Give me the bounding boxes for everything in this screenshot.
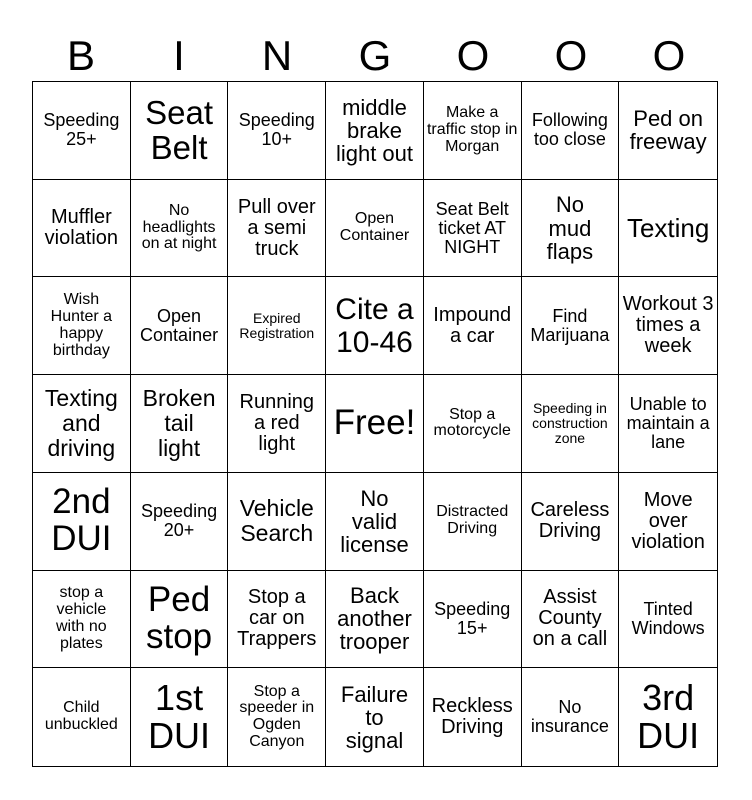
cell-text: Pull over a semi truck <box>237 195 316 260</box>
bingo-cell[interactable] <box>522 277 620 375</box>
bingo-cell[interactable] <box>228 82 326 180</box>
cell-text: Stop a car on Trappers <box>237 586 317 651</box>
bingo-cell[interactable] <box>228 180 326 278</box>
bingo-cell[interactable] <box>326 180 424 278</box>
bingo-cell[interactable] <box>131 473 229 571</box>
bingo-cell[interactable] <box>33 571 131 669</box>
bingo-cell[interactable] <box>424 473 522 571</box>
cell-text: Stop a motorcycle <box>433 405 511 440</box>
cell-text: Cite a 10-46 <box>335 292 414 359</box>
bingo-cell[interactable] <box>522 180 620 278</box>
bingo-cell[interactable] <box>228 277 326 375</box>
cell-text: Back another trooper <box>337 583 412 655</box>
cell-text: stop a vehicle with no plates <box>56 584 107 652</box>
bingo-cell[interactable] <box>522 571 620 669</box>
cell-text: Make a traffic stop in Morgan <box>426 104 518 155</box>
cell-text: Speeding 25+ <box>43 110 120 150</box>
cell-text: Running a red light <box>239 390 315 455</box>
cell-text: Expired Registration <box>239 309 315 341</box>
bingo-cell[interactable] <box>619 571 717 669</box>
bingo-cell[interactable] <box>619 277 717 375</box>
bingo-cell[interactable] <box>619 375 717 473</box>
bingo-cell[interactable] <box>228 473 326 571</box>
bingo-cell[interactable] <box>619 473 717 571</box>
bingo-cell[interactable] <box>326 473 424 571</box>
cell-text: No headlights on at night <box>141 201 217 253</box>
bingo-cell[interactable] <box>131 375 229 473</box>
bingo-cell[interactable] <box>326 668 424 766</box>
bingo-cell[interactable] <box>522 473 620 571</box>
bingo-cell[interactable] <box>619 180 717 278</box>
cell-text: Open Container <box>140 305 219 345</box>
cell-text: Stop a speeder in Ogden Canyon <box>239 682 315 750</box>
bingo-cell[interactable] <box>33 668 131 766</box>
bingo-cell[interactable] <box>424 180 522 278</box>
cell-text: Assist County on a call <box>532 586 608 651</box>
cell-text: Speeding 10+ <box>238 110 315 150</box>
cell-text: 2nd DUI <box>51 482 112 559</box>
header-letter-g: G <box>358 32 392 79</box>
cell-text: Texting and driving <box>44 385 118 461</box>
bingo-cell[interactable] <box>131 82 229 180</box>
bingo-cell[interactable] <box>33 82 131 180</box>
cell-text: 1st DUI <box>148 677 211 757</box>
cell-text: middle brake light out <box>335 94 414 166</box>
bingo-cell[interactable] <box>33 277 131 375</box>
bingo-cell[interactable] <box>522 375 620 473</box>
bingo-cell[interactable] <box>619 82 717 180</box>
cell-text: Open Container <box>339 210 410 245</box>
cell-text: No mud flaps <box>546 192 594 264</box>
cell-text: Free! <box>333 403 416 443</box>
bingo-cell[interactable] <box>326 82 424 180</box>
cell-text: Seat Belt <box>145 93 213 167</box>
header-letter-n: N <box>261 32 293 79</box>
cell-text: Find Marijuana <box>530 305 610 345</box>
bingo-cell[interactable] <box>619 668 717 766</box>
cell-text: Wish Hunter a happy birthday <box>50 291 113 359</box>
bingo-cell[interactable] <box>326 571 424 669</box>
bingo-cell[interactable] <box>228 571 326 669</box>
header-letter-o: O <box>652 32 686 79</box>
cell-text: Ped on freeway <box>629 106 707 155</box>
cell-text: Workout 3 times a week <box>622 293 714 358</box>
bingo-cell[interactable] <box>131 277 229 375</box>
bingo-cell[interactable] <box>424 277 522 375</box>
bingo-cell[interactable] <box>326 277 424 375</box>
bingo-cell[interactable] <box>522 82 620 180</box>
bingo-cell[interactable] <box>131 180 229 278</box>
cell-text: Reckless Driving <box>431 695 513 739</box>
cell-text: Failure to signal <box>340 681 409 753</box>
cell-text: Speeding in construction zone <box>532 399 608 447</box>
cell-text: Speeding 15+ <box>434 599 511 638</box>
bingo-cell[interactable] <box>326 375 424 473</box>
cell-text: Broken tail light <box>142 385 216 461</box>
header-letter-o: O <box>456 32 490 79</box>
header-letter-o: O <box>554 32 588 79</box>
bingo-cell[interactable] <box>131 668 229 766</box>
cell-text: 3rd DUI <box>637 677 700 757</box>
bingo-cell[interactable] <box>228 375 326 473</box>
cell-text: No valid license <box>340 485 409 557</box>
cell-text: Vehicle Search <box>239 495 314 547</box>
bingo-cell[interactable] <box>228 668 326 766</box>
bingo-cell[interactable] <box>33 375 131 473</box>
cell-text: Texting <box>626 213 710 244</box>
cell-text: Unable to maintain a lane <box>626 394 710 452</box>
cell-text: Ped stop <box>145 580 213 656</box>
bingo-cell[interactable] <box>424 571 522 669</box>
cell-text: Seat Belt ticket AT NIGHT <box>435 198 509 257</box>
bingo-cell[interactable] <box>424 668 522 766</box>
bingo-cell[interactable] <box>424 375 522 473</box>
cell-text: Following too close <box>531 110 608 150</box>
header-letter-b: B <box>66 32 95 79</box>
header-letter-i: I <box>173 32 185 79</box>
bingo-cell[interactable] <box>424 82 522 180</box>
cell-text: Tinted Windows <box>631 599 705 638</box>
cell-text: No insurance <box>530 697 609 737</box>
cell-text: Muffler violation <box>44 206 119 250</box>
cell-text: Speeding 20+ <box>141 501 218 541</box>
bingo-cell[interactable] <box>33 180 131 278</box>
bingo-header <box>32 30 718 82</box>
cell-text: Child unbuckled <box>44 699 118 734</box>
bingo-cell[interactable] <box>522 668 620 766</box>
bingo-cell[interactable] <box>131 571 229 669</box>
bingo-cell[interactable] <box>33 473 131 571</box>
cell-text: Move over violation <box>631 488 705 553</box>
cell-text: Careless Driving <box>530 499 610 543</box>
bingo-card-grid <box>32 81 718 767</box>
cell-text: Distracted Driving <box>436 503 509 538</box>
cell-text: Impound a car <box>433 303 512 347</box>
